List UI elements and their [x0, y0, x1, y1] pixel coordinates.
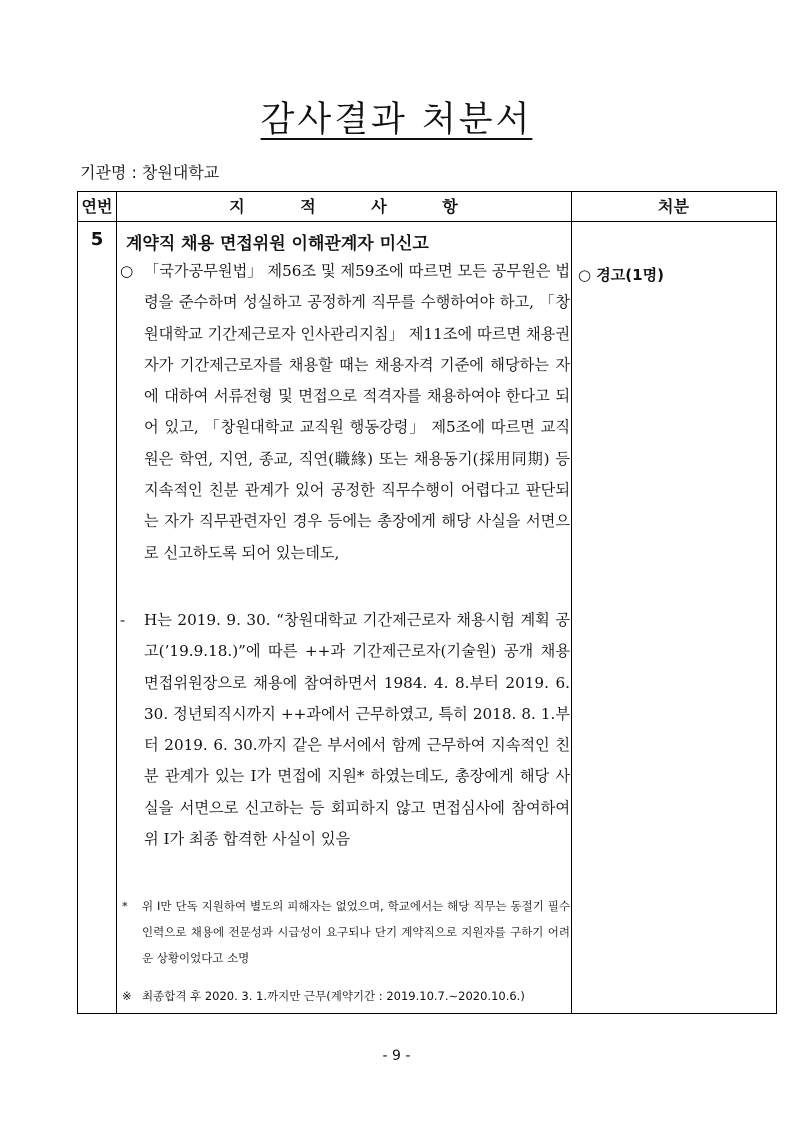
- paragraph-marker: -: [120, 611, 126, 629]
- item-title: 계약직 채용 면접위원 이해관계자 미신고: [126, 234, 429, 254]
- document-title: 감사결과 처분서: [260, 100, 533, 140]
- footnote-asterisk: [122, 893, 570, 971]
- note-text: 최종합격 후 2020. 3. 1.까지만 근무(계약기간 : 2019.10.7.∼2020.10.6.): [142, 989, 525, 1003]
- header-no: 연번: [81, 197, 113, 216]
- header-findings: 지 적 사 항: [229, 197, 458, 216]
- note-marker: *: [122, 899, 128, 913]
- finding-paragraph-facts: [120, 605, 570, 855]
- page-number: - 9 -: [382, 1048, 411, 1064]
- note-text: 위 I만 단독 지원하여 별도의 피해자는 없었으며, 학교에서는 해당 직무는 동절기 필수 인력으로 채용에 전문성과 시급성이 요구되나 단기 계약직으로 지원자를 구하기 어려운 상황이었다고 소명: [142, 899, 570, 965]
- item-number: 5: [90, 229, 104, 250]
- findings-table: [77, 191, 777, 1014]
- paragraph-text: 「국가공무원법」 제56조 및 제59조에 따르면 모든 공무원은 법령을 준수하며 성실하고 공정하게 직무를 수행하여야 하고, 「창원대학교 기간제근로자 인사관리지침」 제11조에 따르면 채용권자가 기간제근로자를 채용할 때는 채용자격 기준에 해당하는 자에 대하여 서류전형 및 면접으로 적격자를 채용하여야 한다고 되어 있고, 「창원대학교 교직원 행동강령」 제5조에 따르면 교직원은 학연, 지연, 종교, 직연(職緣) 또는 채용동기(採用同期) 등 지속적인 친분 관계가 있어 공정한 직무수행이 어렵다고 판단되는 자가 직무관련자인 경우 등에는 총장에게 해당 사실을 서면으로 신고하도록 되어 있는데도,: [144, 262, 570, 562]
- paragraph-text: H는 2019. 9. 30. “창원대학교 기간제근로자 채용시험 계획 공고(’19.9.18.)”에 따른 ++과 기간제근로자(기술원) 공개 채용 면접위원장으로 채용에 참여하면서 1984. 4. 8.부터 2019. 6. 30. 정년퇴직시까지 ++과에서 근무하였고, 특히 2018. 8. 1.부터 2019. 6. 30.까지 같은 부서에서 함께 근무하여 지속적인 친분 관계가 있는 I가 면접에 지원* 하였는데도, 총장에게 해당 사실을 서면으로 신고하는 등 회피하지 않고 면접심사에 참여하여 위 I가 최종 합격한 사실이 있음: [144, 611, 570, 849]
- footnote-reference: [122, 983, 570, 1009]
- note-marker: ※: [122, 989, 132, 1003]
- column-divider-disposition: [571, 192, 572, 1013]
- column-divider-no: [116, 192, 117, 1013]
- header-disposition: 처분: [658, 197, 689, 216]
- header-divider: [78, 221, 776, 222]
- paragraph-marker: ○: [120, 262, 134, 280]
- item-disposition: ○ 경고(1명): [578, 266, 664, 284]
- finding-paragraph-basis: [120, 256, 570, 569]
- organization-label: 기관명 : 창원대학교: [80, 163, 220, 182]
